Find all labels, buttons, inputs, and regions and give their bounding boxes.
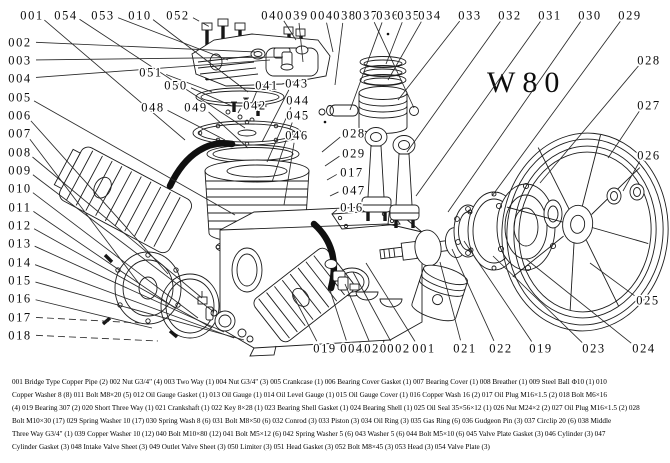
- part-label-022-60: 022: [489, 341, 513, 356]
- part-label-041-39: 041: [255, 78, 279, 93]
- piston-and-rings: [327, 57, 419, 134]
- part-label-029-17: 029: [618, 8, 642, 23]
- parts-list-line: Cylinder Gasket (3) 048 Intake Valve Sheet (3) 049 Outlet Valve Sheet (3) 050 Limiter (3) 051 Head Gasket (3) 052 Bolt M8×45 (3) 053 Head (3) 054 Valve Plate (3): [12, 443, 490, 451]
- part-label-037-9: 037: [355, 8, 379, 23]
- leader-line-038-8: [335, 23, 343, 85]
- part-label-039-6: 039: [285, 8, 309, 23]
- part-label-014-30: 014: [8, 255, 32, 270]
- leader-line-052-4: [193, 18, 210, 27]
- part-label-048-37: 048: [141, 100, 165, 115]
- part-label-011-27: 011: [8, 200, 32, 215]
- leader-line-029-17: [492, 21, 620, 196]
- part-label-046-44: 046: [285, 128, 309, 143]
- leader-line-034-12: [388, 22, 421, 80]
- part-label-002-57: 002: [387, 341, 411, 356]
- leader-line-035-11: [386, 22, 402, 64]
- leader-line-023-62: [493, 256, 582, 343]
- part-label-050-36: 050: [164, 78, 188, 93]
- part-label-024-63: 024: [632, 341, 656, 356]
- part-label-032-14: 032: [498, 8, 522, 23]
- dot: [324, 121, 327, 124]
- part-label-036-10: 036: [376, 8, 400, 23]
- part-label-044-42: 044: [286, 93, 310, 108]
- part-label-016-32: 016: [8, 291, 32, 306]
- part-label-019-54: 019: [313, 341, 337, 356]
- part-label-027-51: 027: [637, 98, 661, 113]
- leader-line-004-7: [327, 23, 333, 52]
- part-label-008-24: 008: [8, 145, 32, 160]
- parts-list-line: (4) 019 Bearing 307 (2) 020 Short Three Way (1) 021 Crankshaft (1) 022 Key 8×28 (1) 023 Bearing Shell Gasket (1) 024 Bearing Shell (1) 025 Oil Seal 35×56×12 (1) 026 Nut M24×2 (2) 027 Oil Plug M16×1.5 (2) 028: [12, 404, 640, 412]
- part-label-020-56: 020: [364, 341, 388, 356]
- part-label-038-8: 038: [333, 8, 357, 23]
- part-label-049-38: 049: [184, 100, 208, 115]
- part-label-042-40: 042: [243, 98, 267, 113]
- part-label-010-26: 010: [8, 181, 32, 196]
- parts-list: [12, 376, 662, 454]
- left-cylinder-assembly: [50, 141, 195, 256]
- leader-line-012-28: [34, 229, 212, 328]
- part-label-034-12: 034: [418, 8, 442, 23]
- leader-line-018-34: [36, 335, 158, 341]
- part-label-001-58: 001: [412, 341, 436, 356]
- part-label-018-34: 018: [8, 328, 32, 343]
- model-title: W80: [487, 66, 567, 99]
- part-label-053-2: 053: [91, 8, 115, 23]
- leader-line-047-48: [330, 192, 338, 196]
- parts-list-line: Copper Washer 8 (8) 011 Bolt M8×20 (5) 012 Oil Gauge Gasket (1) 013 Oil Gauge (1) 014 Oil Level Gauge (1) 015 Oil Gauge Cover (1) 016 Copper Wash 16 (2) 017 Oil Plug M16×1.5 (2) 018 Bolt M6×16: [12, 391, 607, 399]
- part-label-028-50: 028: [637, 53, 661, 68]
- part-label-001-0: 001: [20, 8, 44, 23]
- part-label-030-16: 030: [578, 8, 602, 23]
- part-label-004-7: 004: [310, 8, 334, 23]
- part-label-015-31: 015: [8, 273, 32, 288]
- part-label-012-28: 012: [8, 218, 32, 233]
- part-label-009-25: 009: [8, 163, 32, 178]
- leader-line-017-33: [36, 317, 140, 323]
- dot: [387, 33, 390, 36]
- part-label-025-53: 025: [636, 293, 660, 308]
- part-label-017-47: 017: [340, 165, 364, 180]
- leader-line-033-13: [398, 21, 460, 100]
- parts-list-line: Three Way G3/4" (1) 039 Copper Washer 10 (12) 040 Bolt M10×80 (12) 041 Bolt M5×12 (6) 042 Spring Washer 5 (6) 043 Washer 5 (6) 044 Bolt M5×10 (6) 045 Valve Plate Gasket (3) 046 Cylinder (3) 047: [12, 430, 606, 438]
- part-label-023-62: 023: [582, 341, 606, 356]
- part-label-002-18: 002: [8, 35, 32, 50]
- part-label-019-61: 019: [529, 341, 553, 356]
- part-label-017-33: 017: [8, 310, 32, 325]
- leader-line-025-53: [590, 263, 635, 296]
- parts-list-line: 001 Bridge Type Copper Pipe (2) 002 Nut G3/4" (4) 003 Two Way (1) 004 Nut G3/4" (3) 005 Crankcase (1) 006 Bearing Cover Gasket (1) 007 Bearing Cover (1) 008 Breather (1) 009 Steel Ball Φ10 (1) 010: [12, 378, 607, 386]
- part-label-006-22: 006: [8, 108, 32, 123]
- small-washer: [319, 109, 325, 115]
- part-label-010-3: 010: [128, 8, 152, 23]
- part-label-005-21: 005: [8, 90, 32, 105]
- leader-line-028-45: [322, 137, 340, 152]
- parts-list-line: Bolt M10×30 (17) 029 Spring Washer 10 (17) 030 Spring Wash 8 (6) 031 Bolt M8×50 (6) 032 Conrod (3) 033 Piston (3) 034 Oil Ring (3) 035 Gas Ring (6) 036 Gudgeon Pin (3) 037 Circlip 20 (6) 038 Middle: [12, 417, 612, 425]
- part-label-033-13: 033: [458, 8, 482, 23]
- bearing-shell: [496, 183, 562, 270]
- part-label-026-52: 026: [637, 148, 661, 163]
- part-label-007-23: 007: [8, 126, 32, 141]
- part-label-004-55: 004: [340, 341, 364, 356]
- part-label-016-49: 016: [340, 200, 364, 215]
- part-label-052-4: 052: [166, 8, 190, 23]
- part-label-028-45: 028: [342, 126, 366, 141]
- part-label-021-59: 021: [453, 341, 477, 356]
- part-label-004-20: 004: [8, 71, 32, 86]
- part-label-040-5: 040: [261, 8, 285, 23]
- part-label-047-48: 047: [342, 183, 366, 198]
- part-label-013-29: 013: [8, 236, 32, 251]
- part-label-029-46: 029: [342, 146, 366, 161]
- leader-line-017-47: [327, 174, 337, 180]
- part-label-003-19: 003: [8, 53, 32, 68]
- part-label-054-1: 054: [54, 8, 78, 23]
- part-label-051-35: 051: [139, 65, 163, 80]
- leader-line-042-40: [238, 108, 241, 113]
- part-label-031-15: 031: [538, 8, 562, 23]
- leader-line-029-46: [325, 156, 339, 166]
- part-label-045-43: 045: [286, 108, 310, 123]
- part-label-035-11: 035: [397, 8, 421, 23]
- part-label-043-41: 043: [285, 76, 309, 91]
